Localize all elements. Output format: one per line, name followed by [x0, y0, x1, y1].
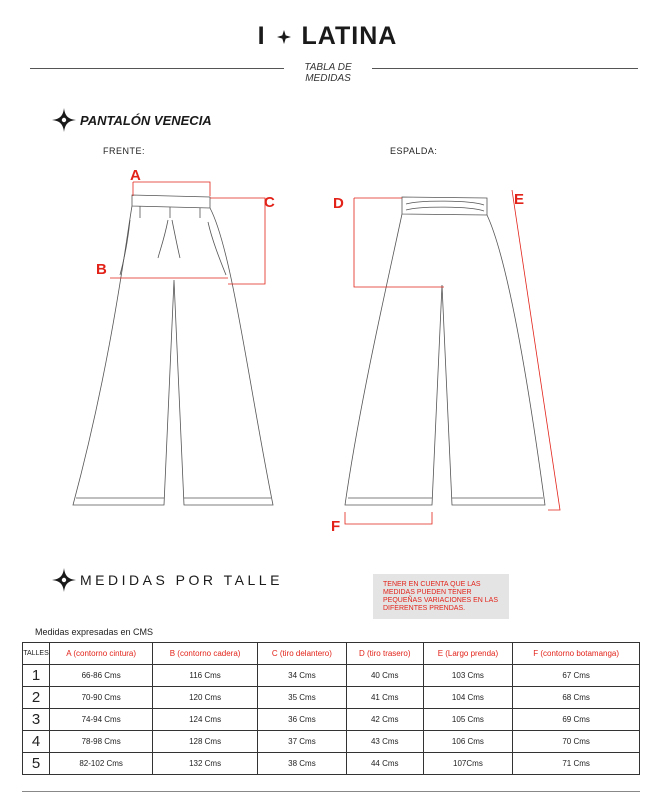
table-cell: 71 Cms	[513, 753, 640, 775]
subtitle-line-2: MEDIDAS	[305, 73, 351, 84]
sizes-section-title-text: MEDIDAS POR TALLE	[80, 572, 283, 588]
brand-logo	[0, 22, 655, 51]
table-header-cell: C (tiro delantero)	[257, 643, 346, 665]
table-header-row	[23, 643, 640, 665]
table-cell-size: 2	[23, 687, 50, 709]
table-cell: 107Cms	[423, 753, 513, 775]
star-icon	[52, 108, 76, 132]
table-cell: 70 Cms	[513, 731, 640, 753]
table-header-cell: D (tiro trasero)	[346, 643, 423, 665]
table-cell: 82-102 Cms	[50, 753, 153, 775]
table-cell: 74-94 Cms	[50, 709, 153, 731]
front-measure-lines	[110, 182, 265, 284]
table-cell: 78-98 Cms	[50, 731, 153, 753]
table-row	[23, 687, 640, 709]
front-view-label: FRENTE:	[103, 146, 146, 156]
diagram-label-b: B	[96, 261, 107, 278]
table-cell: 128 Cms	[153, 731, 258, 753]
table-header-cell: E (Largo prenda)	[423, 643, 513, 665]
diagram-label-c: C	[264, 194, 275, 211]
table-cell: 106 Cms	[423, 731, 513, 753]
table-cell: 105 Cms	[423, 709, 513, 731]
page-subtitle	[280, 62, 376, 84]
pants-diagram	[60, 160, 600, 540]
table-header-cell: B (contorno cadera)	[153, 643, 258, 665]
page-bottom-rule	[22, 791, 640, 792]
diagram-label-a: A	[130, 167, 141, 184]
table-cell-size: 1	[23, 665, 50, 687]
subtitle-line-1: TABLA DE	[304, 62, 352, 73]
table-cell: 66-86 Cms	[50, 665, 153, 687]
diagram-label-f: F	[331, 518, 341, 535]
header-rule-right	[372, 68, 638, 69]
back-pants-sketch	[345, 197, 545, 505]
table-cell: 67 Cms	[513, 665, 640, 687]
table-cell: 36 Cms	[257, 709, 346, 731]
diagram-label-e: E	[514, 191, 525, 208]
sizes-section-title	[52, 568, 283, 592]
back-measure-lines	[345, 190, 560, 524]
table-cell: 68 Cms	[513, 687, 640, 709]
back-view-label: ESPALDA:	[390, 146, 438, 156]
table-cell: 103 Cms	[423, 665, 513, 687]
table-header-cell: TALLES	[23, 643, 50, 665]
table-cell: 41 Cms	[346, 687, 423, 709]
table-row	[23, 665, 640, 687]
table-cell-size: 5	[23, 753, 50, 775]
star-icon	[52, 568, 76, 592]
table-row	[23, 731, 640, 753]
table-cell-size: 4	[23, 731, 50, 753]
brand-name-left: I	[257, 22, 266, 50]
table-cell: 43 Cms	[346, 731, 423, 753]
table-cell: 37 Cms	[257, 731, 346, 753]
front-pants-sketch	[73, 195, 273, 505]
table-cell: 38 Cms	[257, 753, 346, 775]
brand-star-icon	[277, 30, 291, 44]
product-title	[52, 108, 212, 132]
table-cell: 40 Cms	[346, 665, 423, 687]
table-row	[23, 753, 640, 775]
table-cell: 44 Cms	[346, 753, 423, 775]
table-cell: 132 Cms	[153, 753, 258, 775]
table-cell: 35 Cms	[257, 687, 346, 709]
header-rule-left	[30, 68, 284, 69]
table-cell: 120 Cms	[153, 687, 258, 709]
table-cell-size: 3	[23, 709, 50, 731]
table-cell: 104 Cms	[423, 687, 513, 709]
brand-name-right: LATINA	[301, 22, 398, 50]
diagram-label-d: D	[333, 195, 344, 212]
product-title-text: PANTALÓN VENECIA	[80, 112, 212, 128]
table-cell: 70-90 Cms	[50, 687, 153, 709]
table-cell: 69 Cms	[513, 709, 640, 731]
table-cell: 34 Cms	[257, 665, 346, 687]
table-cell: 116 Cms	[153, 665, 258, 687]
table-header-cell: A (contorno cintura)	[50, 643, 153, 665]
table-header-cell: F (contorno botamanga)	[513, 643, 640, 665]
size-table	[22, 642, 640, 775]
table-cell: 42 Cms	[346, 709, 423, 731]
table-row	[23, 709, 640, 731]
table-cell: 124 Cms	[153, 709, 258, 731]
variation-note: TENER EN CUENTA QUE LAS MEDIDAS PUEDEN TENER PEQUEÑAS VARIACIONES EN LAS DIFERENTES PRENDAS.	[373, 574, 509, 619]
units-caption: Medidas expresadas en CMS	[35, 627, 154, 637]
